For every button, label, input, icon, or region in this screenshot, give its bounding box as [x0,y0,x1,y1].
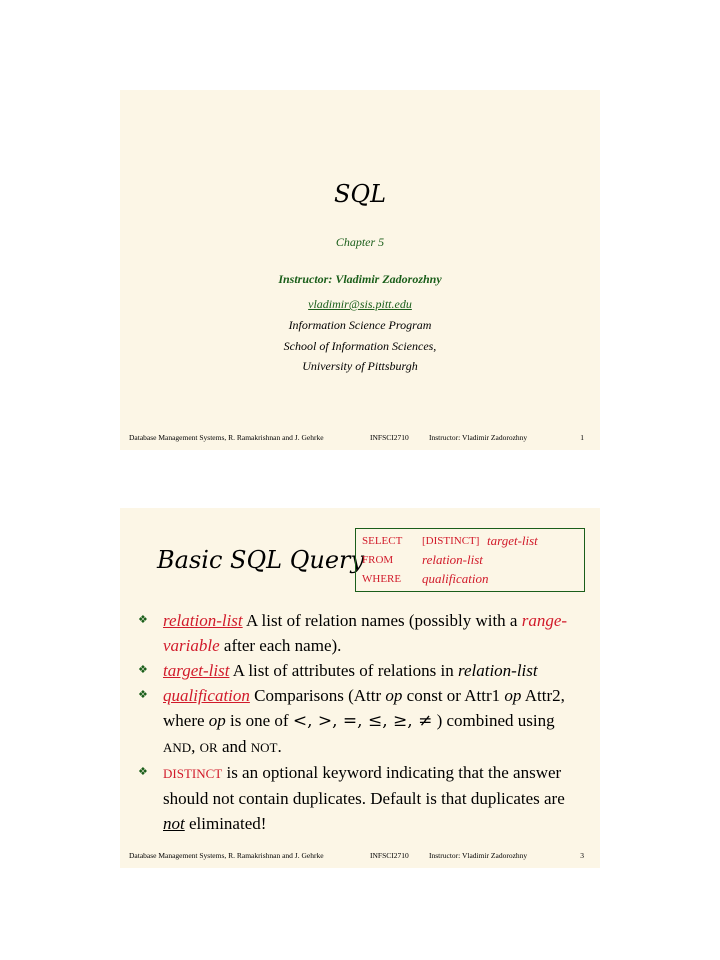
bullet-distinct [120,760,600,836]
school-name: School of Information Sciences, [283,339,437,353]
bullet-text: ) [436,711,443,730]
bullet-text: . [277,737,282,756]
slide-footer [120,428,600,442]
bullet-text: is one of [230,711,289,730]
bullet-text: const or Attr1 [406,686,501,705]
distinct-keyword: [DISTINCT] [422,535,480,547]
op-term: op [208,711,226,730]
university-name: University of Pittsburgh [302,359,418,373]
target-list-term: target-list [487,533,538,548]
not-keyword: NOT [250,740,278,755]
slide-title: Basic SQL Query [157,546,365,574]
bullet-list [120,608,600,836]
slide-3 [120,508,600,868]
select-keyword: SELECT [362,535,403,547]
slide-title: SQL [333,180,387,208]
diamond-bullet-icon: ❖ [138,766,148,778]
bullet-text: and [221,737,247,756]
bullet-relation-list [120,608,600,658]
relation-list-term: relation-list [422,552,483,567]
not-emphasis: not [163,814,185,833]
bullet-text: eliminated! [188,814,267,833]
bullet-text: Comparisons (Attr [254,686,382,705]
instructor-email-link[interactable]: vladimir@sis.pitt.edu [308,297,412,311]
and-keyword: AND [163,740,192,755]
footer-source: Database Management Systems, R. Ramakrishnan and J. Gehrke [129,433,324,442]
where-keyword: WHERE [362,573,402,585]
op-term: op [504,686,522,705]
footer-course: INFSCI2710 [370,433,409,442]
range-variable-term: range-variable [163,611,568,655]
bullet-target-list [120,658,600,683]
bullet-text: is an optional keyword indicating that the answer should not contain duplicates. Default is that duplicates are [163,763,565,808]
slide-footer [120,846,600,860]
bullet-text: combined using [446,711,555,730]
footer-page-number: 1 [580,433,584,442]
diamond-bullet-icon: ❖ [138,689,148,701]
program-name: Information Science Program [288,318,432,332]
footer-instructor: Instructor: Vladimir Zadorozhny [429,433,528,442]
diamond-bullet-icon: ❖ [138,664,148,676]
distinct-keyword: DISTINCT [163,766,223,781]
footer-course: INFSCI2710 [370,851,409,860]
chapter-label: Chapter 5 [335,235,385,249]
footer-page-number: 3 [580,851,584,860]
qualification-link[interactable]: qualification [163,686,250,705]
bullet-text: A list of relation names (possibly with a [245,611,518,630]
op-term: op [385,686,403,705]
sql-syntax-box [355,528,585,592]
relation-list-link[interactable]: relation-list [163,611,243,630]
slide-1 [120,90,600,450]
qualification-term: qualification [422,571,489,586]
target-list-link[interactable]: target-list [163,661,230,680]
instructor-name: Instructor: Vladimir Zadorozhny [278,272,442,286]
comparison-operators: <, >, =, ≤, ≥, ≠ [292,711,433,731]
bullet-text: A list of attributes of relations in [232,661,454,680]
bullet-text: Attr2, where [163,686,565,730]
from-keyword: FROM [362,554,394,566]
bullet-text: after each name). [223,636,342,655]
relation-list-term: relation-list [457,661,538,680]
footer-instructor: Instructor: Vladimir Zadorozhny [429,851,528,860]
footer-source: Database Management Systems, R. Ramakrishnan and J. Gehrke [129,851,324,860]
or-keyword: OR [199,740,218,755]
bullet-qualification: ❖ qualification Comparisons (Attr op const or Attr1 op Attr2, where op is one of <, >, =, ≤, ≥, ≠ ) combined using AND, OR and NOT. [120,683,600,760]
diamond-bullet-icon: ❖ [138,614,148,626]
